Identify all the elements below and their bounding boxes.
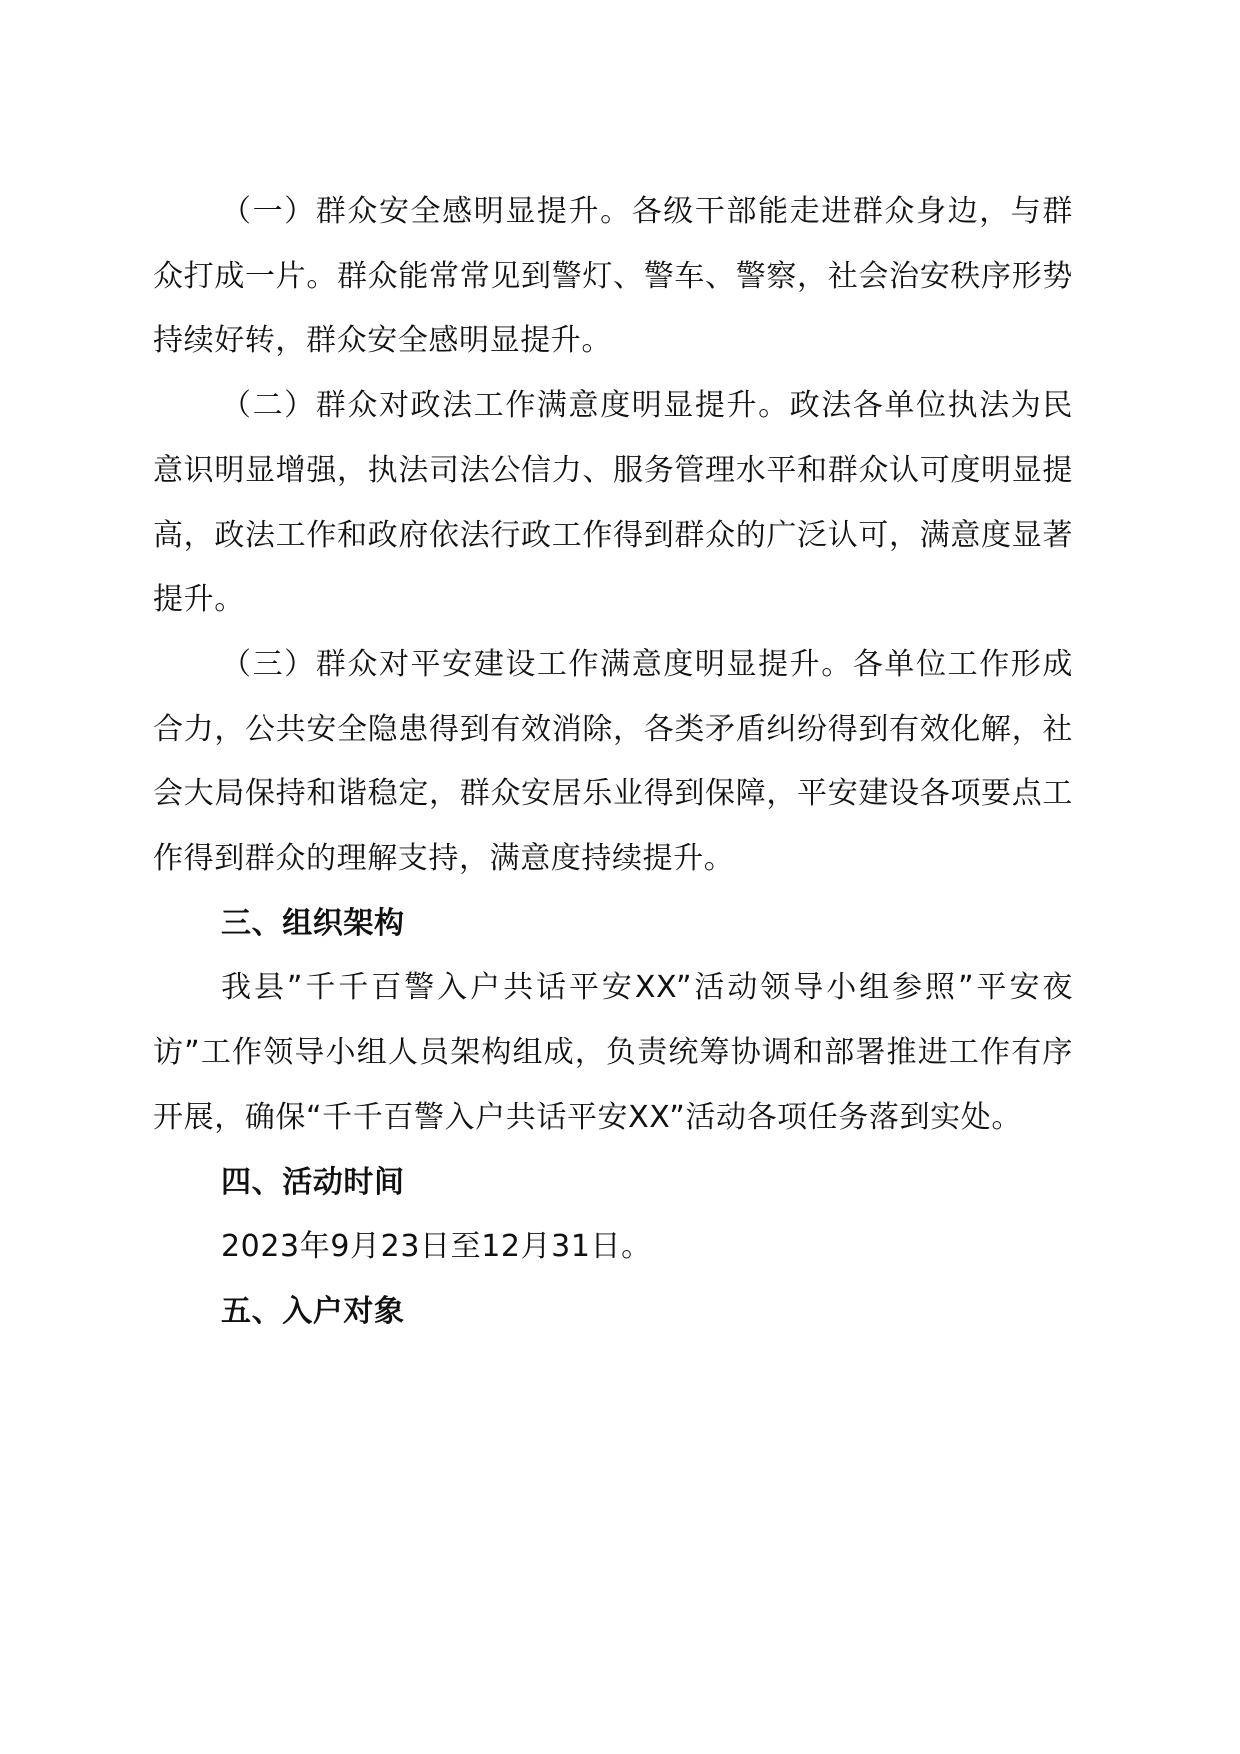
paragraph-activity-time: 2023年9月23日至12月31日。 [221,1229,652,1265]
paragraph-goal-3: （三）群众对平安建设工作满意度明显提升。各单位工作形成合力，公共安全隐患得到有效消除，各类矛盾纠纷得到有效化解，社会大局保持和谐稳定，群众安居乐业得到保障，平安建设各项要点工作得到群众的理解支持，满意度持续提升。 [153,646,1073,877]
paragraph-goal-1: （一）群众安全感明显提升。各级干部能走进群众身边，与群众打成一片。群众能常常见到警灯、警车、警察，社会治安秩序形势持续好转，群众安全感明显提升。 [153,194,1073,359]
heading-activity-time: 四、活动时间 [221,1164,405,1200]
heading-visit-targets: 五、入户对象 [221,1293,405,1329]
document-body [153,180,1073,1345]
paragraph-goal-2: （二）群众对政法工作满意度明显提升。政法各单位执法为民意识明显增强，执法司法公信力、服务管理水平和群众认可度明显提高，政法工作和政府依法行政工作得到群众的广泛认可，满意度显著提升。 [153,388,1073,618]
heading-organization: 三、组织架构 [221,905,405,941]
paragraph-organization: 我县”千千百警入户共话平安XX”活动领导小组参照”平安夜访”工作领导小组人员架构组成，负责统筹协调和部署推进工作有序开展，确保“千千百警入户共话平安XX”活动各项任务落到实处。 [153,970,1073,1135]
